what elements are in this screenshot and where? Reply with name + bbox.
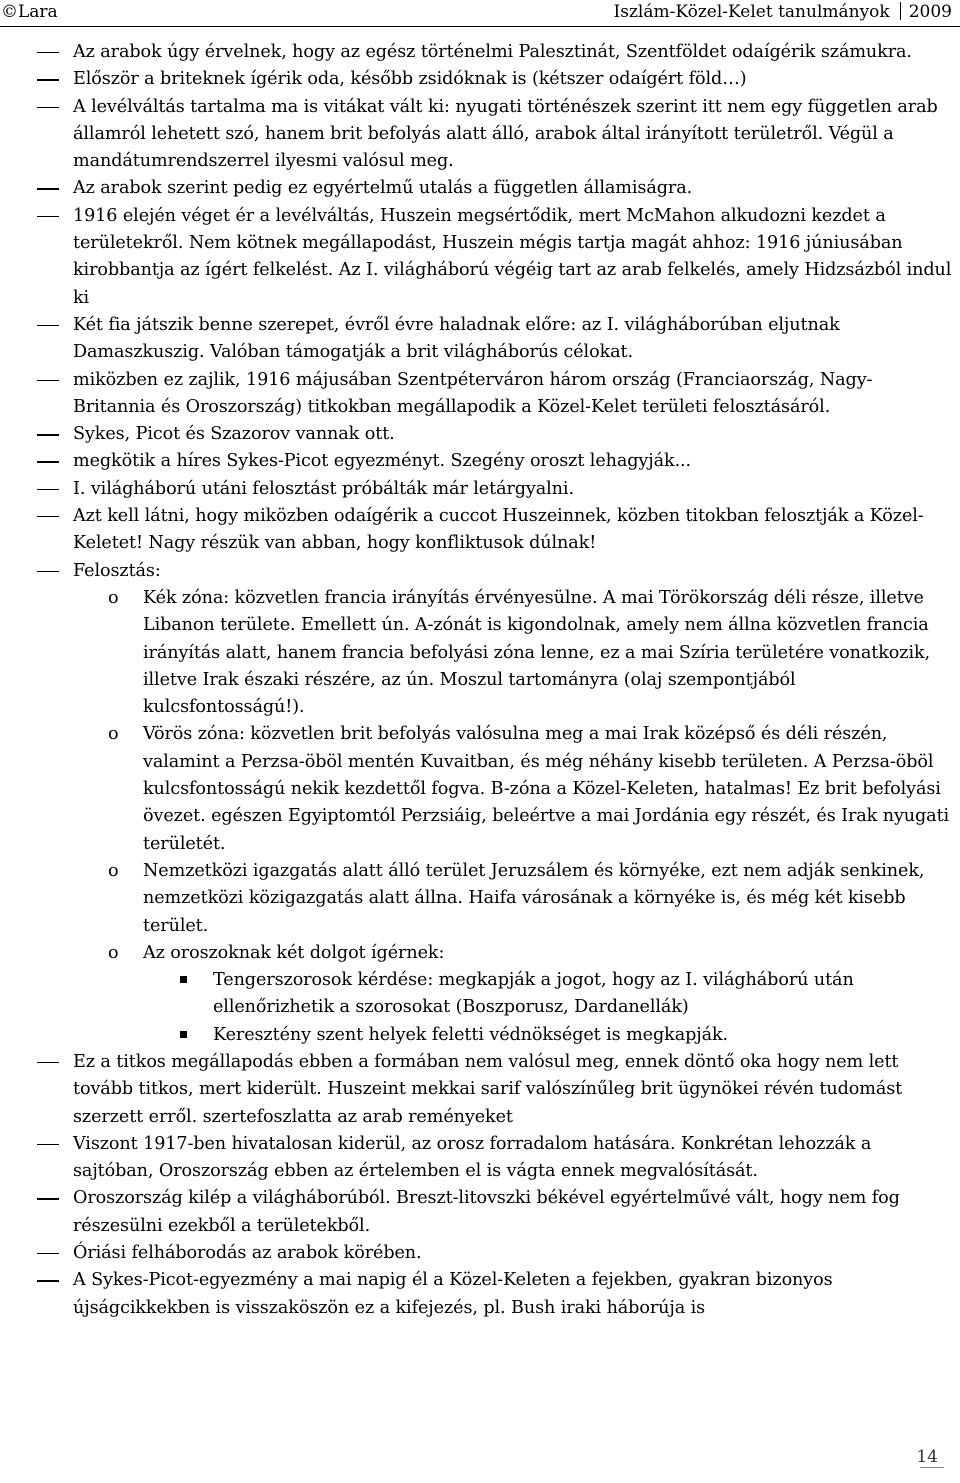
circle-bullet: o [108,942,119,963]
list-item: Az arabok szerint pedig ez egyértelmű utalás a független államiságra. [36,175,954,202]
list-item: Az arabok úgy érvelnek, hogy az egész történelmi Palesztinát, Szentföldet odaígérik számukra. [36,39,954,66]
dash-bullet [37,571,59,572]
square-bullet [180,1031,187,1038]
dash-bullet [37,489,59,490]
dash-bullet [37,216,59,217]
list-item: miközben ez zajlik, 1916 májusában Szentpéterváron három ország (Franciaország, Nagy-Britannia és Oroszország) titkokban megállapodik a Közel-Kelet területi felosztásáról. [36,367,954,422]
list-item: Először a briteknek ígérik oda, később zsidóknak is (kétszer odaígért föld…) [36,66,954,93]
sub-sub-list-item: Tengerszorosok kérdése: megkapják a jogot, hogy az I. világháború után ellenőrizhetik a szorosokat (Boszporusz, Dardanellák) [36,967,954,1022]
sub-list-item: o Vörös zóna: közvetlen brit befolyás valósulna meg a mai Irak középső és déli részén, valamint a Perzsa-öböl mentén Kuvaitban, és még néhány kisebb területen. A Perzsa-öböl kulcsfontosságú nekik kezdettől fogva. B-zóna a Közel-Keleten, hatalmas! Ez brit befolyási övezet. egészen Egyiptomtól Perzsiáig, beleértve a mai Jordánia egy részét, és Irak nyugati területét. [36,721,954,857]
dash-bullet [37,325,59,326]
list-item: Két fia játszik benne szerepet, évről évre haladnak előre: az I. világháborúban eljutnak Damaszkuszig. Valóban támogatják a brit világháborús célokat. [36,312,954,367]
list-item: Azt kell látni, hogy miközben odaígérik a cuccot Huszeinnek, közben titokban felosztják a Közel-Keletet! Nagy részük van abban, hogy konfliktusok dúlnak! [36,503,954,558]
list-item: Felosztás: [36,558,954,585]
header-title: Iszlám-Közel-Kelet tanulmányok [613,2,890,22]
list-item: Viszont 1917-ben hivatalosan kiderül, az orosz forradalom hatására. Konkrétan lehozzák a sajtóban, Oroszország ebben az értelemben el is vágta ennek megvalósítását. [36,1131,954,1186]
list-item: I. világháború utáni felosztást próbálták már letárgyalni. [36,476,954,503]
header-separator [900,2,901,20]
page-number: 14 [916,1446,938,1468]
header-rule [0,26,960,27]
list-item: Oroszország kilép a világháborúból. Breszt-litovszki békével egyértelművé vált, hogy nem fog részesülni ezekből a területekből. [36,1185,954,1240]
list-item: megkötik a híres Sykes-Picot egyezményt. Szegény oroszt lehagyják... [36,448,954,475]
page-header [0,0,960,26]
dash-bullet [37,434,59,435]
page-number-rule [920,1467,944,1468]
dash-bullet [37,461,59,462]
header-year: 2009 [908,2,952,22]
circle-bullet: o [108,860,119,881]
list-item: A levélváltás tartalma ma is vitákat vált ki: nyugati történészek szerint itt nem egy független arab államról lehetett szó, hanem brit befolyás alatt álló, arabok által irányított területről. Végül a mandátumrendszerrel ilyesmi valósul meg. [36,94,954,176]
dash-bullet [37,107,59,108]
dash-bullet [37,1144,59,1145]
dash-bullet [37,1280,59,1281]
dash-bullet [37,1062,59,1063]
dash-bullet [37,188,59,189]
circle-bullet: o [108,724,119,745]
dash-bullet [37,516,59,517]
list-item: Ez a titkos megállapodás ebben a formában nem valósul meg, ennek döntő oka hogy nem lett tovább titkos, mert kiderült. Huszeint mekkai sarif valószínűleg brit ügynökei révén tudomást szerzett erről. szertefoszlatta az arab reményeket [36,1049,954,1131]
sub-list-item: o Az oroszoknak két dolgot ígérnek: [36,940,954,967]
list-item: A Sykes-Picot-egyezmény a mai napig él a Közel-Keleten a fejekben, gyakran bizonyos újságcikkekben is visszaköszön ez a kifejezés, pl. Bush iraki háborúja is [36,1267,954,1322]
dash-bullet [37,1198,59,1199]
square-bullet [180,976,187,983]
dash-bullet [37,1253,59,1254]
list-item: Óriási felháborodás az arabok körében. [36,1240,954,1267]
sub-list-item: o Kék zóna: közvetlen francia irányítás érvényesülne. A mai Törökország déli része, illetve Libanon területe. Emellett ún. A-zónát is kigondolnak, amely nem állna közvetlen francia irányítás alatt, hanem francia befolyási zóna lenne, ez a mai Szíria területére vonatkozik, illetve Irak északi részére, az ún. Moszul tartományra (olaj szempontjából kulcsfontosságú!). [36,585,954,721]
dash-bullet [37,380,59,381]
sub-list-item: o Nemzetközi igazgatás alatt álló terület Jeruzsálem és környéke, ezt nem adják senkinek, nemzetközi közigazgatás alatt állna. Haifa városának a környéke is, és még két kisebb terület. [36,858,954,940]
sub-sub-list-item: Keresztény szent helyek feletti védnökséget is megkapják. [36,1022,954,1049]
list-item: Sykes, Picot és Szazorov vannak ott. [36,421,954,448]
circle-bullet: o [108,587,119,608]
dash-bullet [37,79,59,80]
list-item: 1916 elején véget ér a levélváltás, Huszein megsértődik, mert McMahon alkudozni kezdet a területekről. Nem kötnek megállapodást, Huszein mégis tartja magát ahhoz: 1916 júniusában kirobbantja az ígért felkelést. Az I. világháború végéig tart az arab felkelés, amely Hidzsázból indul ki [36,203,954,312]
header-author: ©Lara [1,2,58,22]
dash-bullet [37,52,59,53]
header-title-group [614,0,952,24]
document-body [36,39,954,1322]
